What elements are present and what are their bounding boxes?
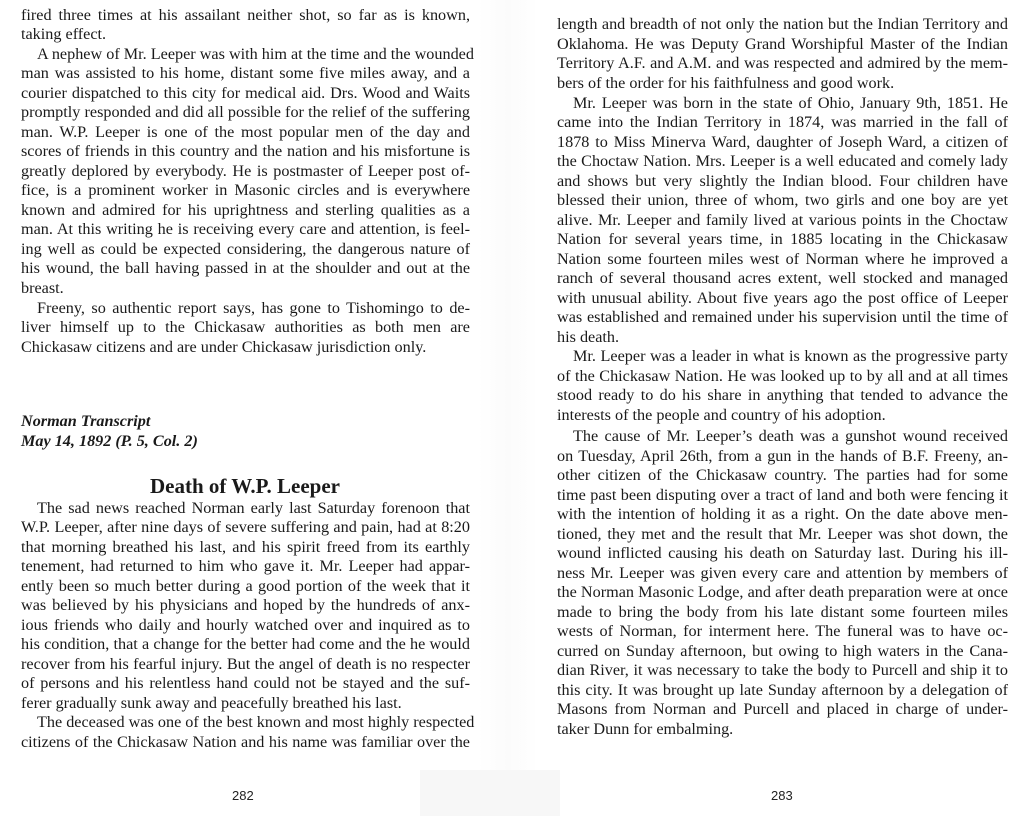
text-line: W.P. Leeper, after nine days of severe suffering and pain, had at 8:20 (21, 518, 470, 536)
text-line: made to bring the body from his late distant some fourteen miles (557, 603, 1008, 621)
text-line: Territory A.F. and A.M. and was respected and admired by the mem- (557, 54, 1008, 72)
text-line: was believed by his physicians and hoped by the hundreds of anx- (21, 596, 470, 614)
text-line: man. At this writing he is receiving every care and attention, is feel- (21, 220, 470, 238)
text-line: alive. Mr. Leeper and family lived at various points in the Choctaw (557, 211, 1008, 229)
text-line: length and breadth of not only the nation but the Indian Territory and (557, 15, 1008, 33)
text-line: greatly deplored by everybody. He is postmaster of Leeper post of- (21, 162, 470, 180)
text-line: this city. It was brought up late Sunday afternoon by a delegation of (557, 681, 1008, 699)
text-line: ferer gradually sunk away and peacefully breathed his last. (21, 694, 402, 712)
text-line: with unusual ability. About five years ago the post office of Leeper (557, 289, 1008, 307)
text-line: came into the Indian Territory in 1874, was married in the fall of (557, 113, 1008, 131)
text-line: Nation for several years time, in 1885 locating in the Chickasaw (557, 230, 1008, 248)
text-line: wests of Norman, for interment here. The funeral was to have oc- (557, 622, 1008, 640)
text-line: Masons from Norman and Purcell and placed in charge of under- (557, 700, 1008, 718)
text-line: ranch of several thousand acres extent, well stocked and managed (557, 269, 1008, 287)
text-line: fired three times at his assailant neither shot, so far as is known, (21, 6, 470, 24)
text-line: taker Dunn for embalming. (557, 720, 734, 738)
page-number: 283 (771, 788, 793, 803)
text-line: ious friends who daily and hourly watched over and inquired as to (21, 616, 470, 634)
text-line: Nation some fourteen miles west of Norman where he improved a (557, 250, 1008, 268)
text-line: of persons and his relentless hand could not be stayed and the suf- (21, 674, 470, 692)
text-line: and shows but very slightly the Indian blood. Four children have (557, 172, 1008, 190)
right-page (520, 0, 1024, 816)
text-line: citizens of the Chickasaw Nation and his name was familiar over the (21, 733, 470, 751)
text-line: with the intention of holding it as a right. On the date above men- (557, 505, 1008, 523)
text-line: liver himself up to the Chickasaw authorities as both men are (21, 318, 470, 336)
text-line: The sad news reached Norman early last Saturday forenoon that (37, 499, 470, 517)
text-line: ently been so much better during a good portion of the week that it (21, 577, 470, 595)
text-line: Mr. Leeper was born in the state of Ohio, January 9th, 1851. He (573, 94, 1008, 112)
text-line: other citizen of the Chickasaw country. The parties had for some (557, 466, 1008, 484)
text-line: fice, is a prominent worker in Masonic circles and is everywhere (21, 181, 470, 199)
text-line: his condition, that a change for the better had come and the he would (21, 635, 470, 653)
text-line: the Norman Masonic Lodge, and after death preparation were at once (557, 583, 1008, 601)
text-line: 1878 to Miss Minerva Ward, daughter of Joseph Ward, a citizen of (557, 133, 1008, 151)
text-line: his death. (557, 328, 620, 346)
text-line: The cause of Mr. Leeper’s death was a gunshot wound received (573, 427, 1008, 445)
text-line: ing well as could be expected considering, the dangerous nature of (21, 240, 470, 258)
text-line: his wound, the ball having passed in at the shoulder and out at the (21, 259, 470, 277)
source-date: May 14, 1892 (P. 5, Col. 2) (21, 432, 198, 450)
article-title: Death of W.P. Leeper (150, 474, 340, 498)
text-line: taking effect. (21, 25, 107, 43)
text-line: A nephew of Mr. Leeper was with him at the time and the wounded (37, 45, 474, 63)
text-line: ness Mr. Leeper was given every care and attention by members of (557, 564, 1008, 582)
text-line: blessed their union, three of whom, two girls and one boy are yet (557, 191, 1008, 209)
text-line: Oklahoma. He was Deputy Grand Worshipful Master of the Indian (557, 35, 1008, 53)
text-line: Chickasaw citizens and are under Chickasaw jurisdiction only. (21, 338, 427, 356)
text-line: Freeny, so authentic report says, has gone to Tishomingo to de- (37, 299, 470, 317)
text-line: tenement, had returned to him who gave it. Mr. Leeper had appar- (21, 557, 470, 575)
text-line: known and admired for his uprightness and sterling qualities as a (21, 201, 470, 219)
text-line: that morning breathed his last, and his spirit freed from its earthly (21, 538, 470, 556)
text-line: the Choctaw Nation. Mrs. Leeper is a well educated and comely lady (557, 152, 1008, 170)
text-line: courier dispatched to this city for medical aid. Drs. Wood and Waits (21, 84, 470, 102)
text-line: curred on Sunday afternoon, but owing to high waters in the Cana- (557, 642, 1008, 660)
text-line: promptly responded and did all possible for the relief of the suffering (21, 103, 470, 121)
text-line: on Tuesday, April 26th, from a gun in the hands of B.F. Freeny, an- (557, 447, 1008, 465)
text-line: was established and remained under his supervision until the time of (557, 308, 1008, 326)
text-line: dian River, it was necessary to take the body to Purcell and ship it to (557, 661, 1008, 679)
text-line: The deceased was one of the best known and most highly respected (37, 713, 475, 731)
text-line: man. W.P. Leeper is one of the most popular men of the day and (21, 123, 470, 141)
text-line: time past been disputing over a tract of land and both were fencing it (557, 486, 1008, 504)
text-line: wound inflicted causing his death on Saturday last. During his ill- (557, 544, 1008, 562)
text-line: interests of the people and country of his adoption. (557, 406, 886, 424)
text-line: bers of the order for his faithfulness and good work. (557, 74, 895, 92)
text-line: scores of friends in this country and the nation and his misfortune is (21, 142, 470, 160)
text-line: man was assisted to his home, distant some five miles away, and a (21, 64, 470, 82)
text-line: stood ready to do his share in anything that tended to advance the (557, 386, 1008, 404)
text-line: breast. (21, 279, 64, 297)
source-name: Norman Transcript (21, 412, 151, 430)
text-line: of the Chickasaw Nation. He was looked up to by all and at all times (557, 367, 1008, 385)
page-number: 282 (232, 788, 254, 803)
left-page (0, 0, 500, 816)
text-line: Mr. Leeper was a leader in what is known as the progressive party (573, 347, 1008, 365)
text-line: tioned, they met and the result that Mr. Leeper was shot down, the (557, 525, 1008, 543)
text-line: recover from his fearful injury. But the angel of death is no respecter (21, 655, 470, 673)
